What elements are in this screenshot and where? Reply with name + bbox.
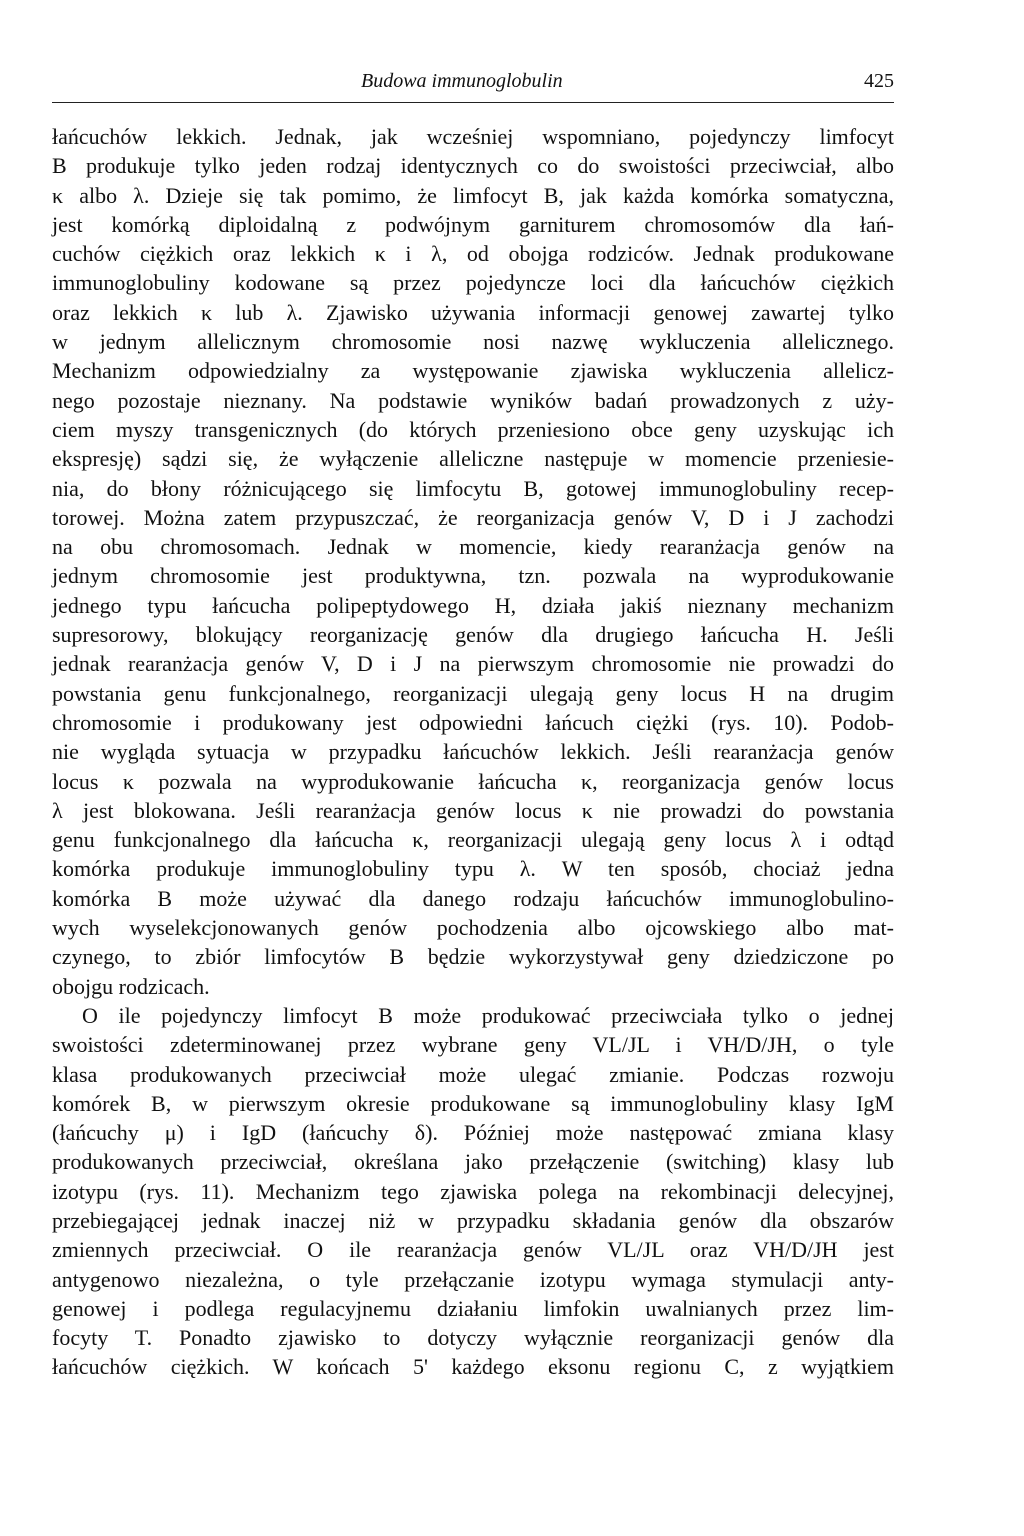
text-line: produkowanych przeciwciał, określana jako przełączenie (switching) klasy lub: [52, 1149, 894, 1175]
text-line: wych wyselekcjonowanych genów pochodzenia albo ojcowskiego albo mat-: [52, 915, 894, 941]
text-line: swoistości zdeterminowanej przez wybrane geny VL/JL i VH/D/JH, o tyle: [52, 1032, 894, 1058]
running-head: [52, 70, 894, 100]
text-line: genowej i podlega regulacyjnemu działaniu limfokin uwalnianych przez lim-: [52, 1295, 894, 1321]
text-line: ekspresję) sądzi się, że wyłączenie alleliczne następuje w momencie przeniesie-: [52, 446, 894, 472]
text-line: nie wygląda sytuacja w przypadku łańcuchów lekkich. Jeśli rearanżacja genów: [52, 739, 894, 765]
text-line: na obu chromosomach. Jednak w momencie, kiedy rearanżacja genów na: [52, 534, 894, 560]
text-line: nego pozostaje nieznany. Na podstawie wyników badań prowadzonych z uży-: [52, 387, 894, 413]
book-page: [52, 0, 894, 1536]
body-text: [52, 122, 894, 1382]
text-line: łańcuchów ciężkich. W końcach 5' każdego eksonu regionu C, z wyjątkiem: [52, 1354, 894, 1380]
text-line: cuchów ciężkich oraz lekkich κ i λ, od obojga rodziców. Jednak produkowane: [52, 241, 894, 267]
page-number: 425: [864, 70, 894, 92]
text-line: antygenowo niezależna, o tyle przełączanie izotypu wymaga stymulacji anty-: [52, 1266, 894, 1292]
text-line: torowej. Można zatem przypuszczać, że reorganizacja genów V, D i J zachodzi: [52, 504, 894, 530]
text-line: locus κ pozwala na wyprodukowanie łańcucha κ, reorganizacja genów locus: [52, 768, 894, 794]
text-line: komórek B, w pierwszym okresie produkowane są immunoglobuliny klasy IgM: [52, 1090, 894, 1116]
text-line: focyty T. Ponadto zjawisko to dotyczy wyłącznie reorganizacji genów dla: [52, 1325, 894, 1351]
text-line: komórka B może używać dla danego rodzaju łańcuchów immunoglobulino-: [52, 885, 894, 911]
running-title: Budowa immunoglobulin: [361, 70, 563, 92]
text-line: λ jest blokowana. Jeśli rearanżacja genów locus κ nie prowadzi do powstania: [52, 797, 894, 823]
text-line: jest komórką diploidalną z podwójnym garniturem chromosomów dla łań-: [52, 211, 894, 237]
text-line: izotypu (rys. 11). Mechanizm tego zjawiska polega na rekombinacji delecyjnej,: [52, 1178, 894, 1204]
text-line: czynego, to zbiór limfocytów B będzie wykorzystywał geny dziedziczone po: [52, 944, 894, 970]
text-line: zmiennych przeciwciał. O ile rearanżacja genów VL/JL oraz VH/D/JH jest: [52, 1237, 894, 1263]
text-line: κ albo λ. Dzieje się tak pomimo, że limfocyt B, jak każda komórka somatyczna,: [52, 182, 894, 208]
text-line: jednak rearanżacja genów V, D i J na pierwszym chromosomie nie prowadzi do: [52, 651, 894, 677]
text-line: komórka produkuje immunoglobuliny typu λ. W ten sposób, chociaż jedna: [52, 856, 894, 882]
text-line: łańcuchów lekkich. Jednak, jak wcześniej wspomniano, pojedynczy limfocyt: [52, 124, 894, 149]
header-rule: [52, 102, 894, 103]
text-line: ciem myszy transgenicznych (do których przeniesiono obce geny uzyskując ich: [52, 416, 894, 442]
text-line: immunoglobuliny kodowane są przez pojedyncze loci dla łańcuchów ciężkich: [52, 270, 894, 296]
text-line: (łańcuchy μ) i IgD (łańcuchy δ). Później może następować zmiana klasy: [52, 1120, 894, 1146]
text-line: klasa produkowanych przeciwciał może ulegać zmianie. Podczas rozwoju: [52, 1061, 894, 1087]
text-line: Mechanizm odpowiedzialny za występowanie zjawiska wykluczenia allelicz-: [52, 358, 894, 384]
text-line: w jednym allelicznym chromosomie nosi nazwę wykluczenia allelicznego.: [52, 329, 894, 355]
paragraph-start-line: O ile pojedynczy limfocyt B może produkować przeciwciała tylko o jednej: [82, 1002, 894, 1028]
text-line: jednego typu łańcucha polipeptydowego H, działa jakiś nieznany mechanizm: [52, 592, 894, 618]
text-line: B produkuje tylko jeden rodzaj identycznych co do swoistości przeciwciał, albo: [52, 153, 894, 179]
text-line: genu funkcjonalnego dla łańcucha κ, reorganizacji ulegają geny locus λ i odtąd: [52, 827, 894, 853]
text-line: oraz lekkich κ lub λ. Zjawisko używania informacji genowej zawartej tylko: [52, 299, 894, 325]
paragraph-end-line: obojgu rodzicach.: [52, 973, 210, 999]
text-line: powstania genu funkcjonalnego, reorganizacji ulegają geny locus H na drugim: [52, 680, 894, 706]
text-line: przebiegającej jednak inaczej niż w przypadku składania genów dla obszarów: [52, 1207, 894, 1233]
text-line: supresorowy, blokujący reorganizację genów dla drugiego łańcucha H. Jeśli: [52, 622, 894, 648]
text-line: nia, do błony różnicującego się limfocytu B, gotowej immunoglobuliny recep-: [52, 475, 894, 501]
text-line: jednym chromosomie jest produktywna, tzn. pozwala na wyprodukowanie: [52, 563, 894, 589]
text-line: chromosomie i produkowany jest odpowiedni łańcuch ciężki (rys. 10). Podob-: [52, 709, 894, 735]
